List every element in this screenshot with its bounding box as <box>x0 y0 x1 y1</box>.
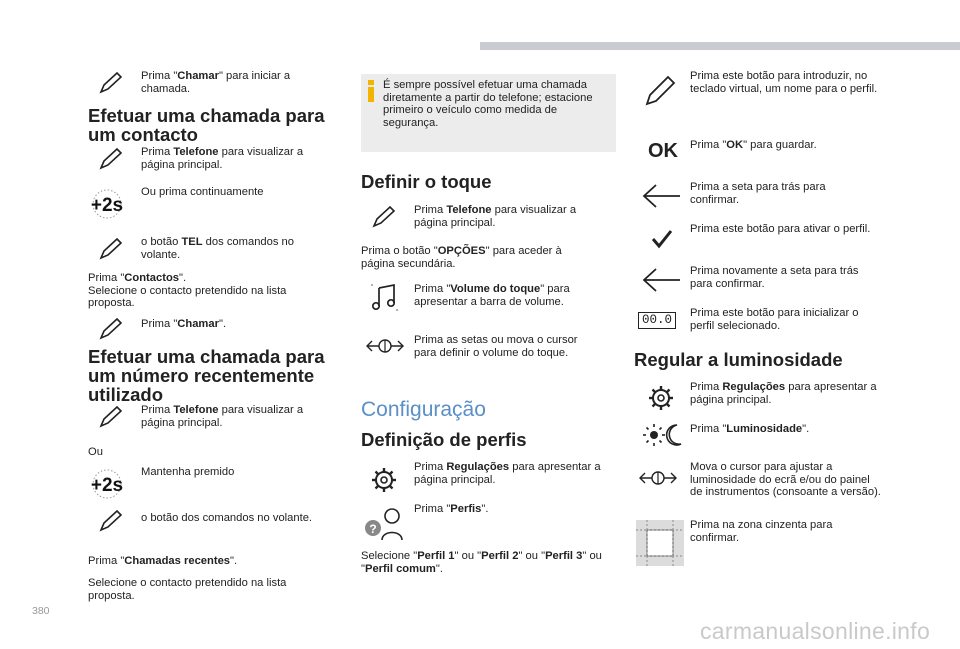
col1-p5: Prima "Contactos". Selecione o contacto pretendido na lista proposta. <box>88 272 287 310</box>
col1-p9: Mantenha premido <box>141 466 235 478</box>
col1-p10: o botão dos comandos no volante. <box>141 512 313 524</box>
hold-2s-icon <box>85 186 129 222</box>
pen-icon <box>99 146 125 172</box>
heading-configuration: Configuração <box>361 398 486 421</box>
col3-r7: Prima Regulações para apresentar a página principal. <box>690 381 877 406</box>
hold-2s-label: +2s <box>90 475 124 496</box>
info-icon <box>368 80 374 102</box>
user-profile-icon <box>364 506 406 542</box>
checkmark-icon <box>651 229 673 249</box>
col3-r10: Prima na zona cinzenta para confirmar. <box>690 519 833 544</box>
col2-q5: Prima Regulações para apresentar a página principal. <box>414 461 601 486</box>
pen-icon <box>99 404 125 430</box>
col3-r1: Prima este botão para introduzir, no teclado virtual, um nome para o perfil. <box>690 70 878 95</box>
page-number: 380 <box>32 605 50 617</box>
col2-q2: Prima o botão "OPÇÕES" para aceder à página secundária. <box>361 245 562 270</box>
pen-icon <box>372 204 398 230</box>
col3-r2: Prima "OK" para guardar. <box>690 139 817 151</box>
pen-icon <box>99 70 125 96</box>
col2-q3: Prima "Volume do toque" para apresentar a barra de volume. <box>414 283 570 308</box>
pen-icon <box>99 508 125 534</box>
settings-gear-icon <box>371 467 397 493</box>
hold-2s-label: +2s <box>90 195 124 216</box>
footer-watermark: carmanualsonline.info <box>700 618 931 644</box>
back-arrow-icon <box>642 183 682 209</box>
sun-moon-icon <box>641 422 683 448</box>
heading-profiles: Definição de perfis <box>361 429 527 450</box>
heading-brightness: Regular a luminosidade <box>634 349 843 370</box>
heading-call-contact: Efetuar uma chamada para um contacto <box>88 105 325 145</box>
col3-r4: Prima este botão para ativar o perfil. <box>690 223 871 235</box>
reset-counter-icon: 00.0 <box>638 312 676 329</box>
pen-icon <box>99 236 125 262</box>
heading-call-recent: Efetuar uma chamada para um número recentemente utilizado <box>88 346 325 405</box>
slider-cursor-icon <box>364 334 406 358</box>
pen-icon <box>99 316 125 342</box>
back-arrow-icon <box>642 267 682 293</box>
col1-p11: Prima "Chamadas recentes". <box>88 555 238 567</box>
col2-q6: Prima "Perfis". <box>414 503 489 515</box>
col3-r5: Prima novamente a seta para trás para confirmar. <box>690 265 859 290</box>
pen-icon <box>644 74 678 108</box>
col2-q4: Prima as setas ou mova o cursor para definir o volume do toque. <box>414 334 578 359</box>
col2-q7: Selecione "Perfil 1" ou "Perfil 2" ou "Perfil 3" ou "Perfil comum". <box>361 550 602 575</box>
hold-2s-icon <box>85 466 129 502</box>
col1-p7: Prima Telefone para visualizar a página principal. <box>141 404 304 429</box>
col1-p6: Prima "Chamar". <box>141 318 227 330</box>
info-text: É sempre possível efetuar uma chamada diretamente a partir do telefone; estacione primeiro o veículo como medida de segurança. <box>383 79 593 129</box>
col1-p2: Prima Telefone para visualizar a página principal. <box>141 146 304 171</box>
col2-q1: Prima Telefone para visualizar a página principal. <box>414 204 577 229</box>
grey-zone-icon <box>636 520 684 566</box>
ok-icon: OK <box>648 140 678 162</box>
col1-p3: Ou prima continuamente <box>141 186 264 198</box>
col3-r9: Mova o cursor para ajustar a luminosidade do ecrã e/ou do painel de instrumentos (consoante a versão). <box>690 461 881 499</box>
col3-r6: Prima este botão para inicializar o perfil selecionado. <box>690 307 859 332</box>
col1-p4: o botão TEL dos comandos no volante. <box>141 236 295 261</box>
heading-ringtone: Definir o toque <box>361 171 492 192</box>
slider-cursor-icon <box>637 466 679 490</box>
col3-r8: Prima "Luminosidade". <box>690 423 810 435</box>
col1-p12: Selecione o contacto pretendido na lista proposta. <box>88 577 287 602</box>
header-bar <box>480 42 960 50</box>
svg-text:?: ? <box>369 522 377 536</box>
col3-r3: Prima a seta para trás para confirmar. <box>690 181 826 206</box>
settings-gear-icon <box>648 385 674 411</box>
col1-p8: Ou <box>88 446 103 458</box>
col1-p1: Prima "Chamar" para iniciar a chamada. <box>141 70 291 95</box>
music-note-icon <box>370 282 400 312</box>
